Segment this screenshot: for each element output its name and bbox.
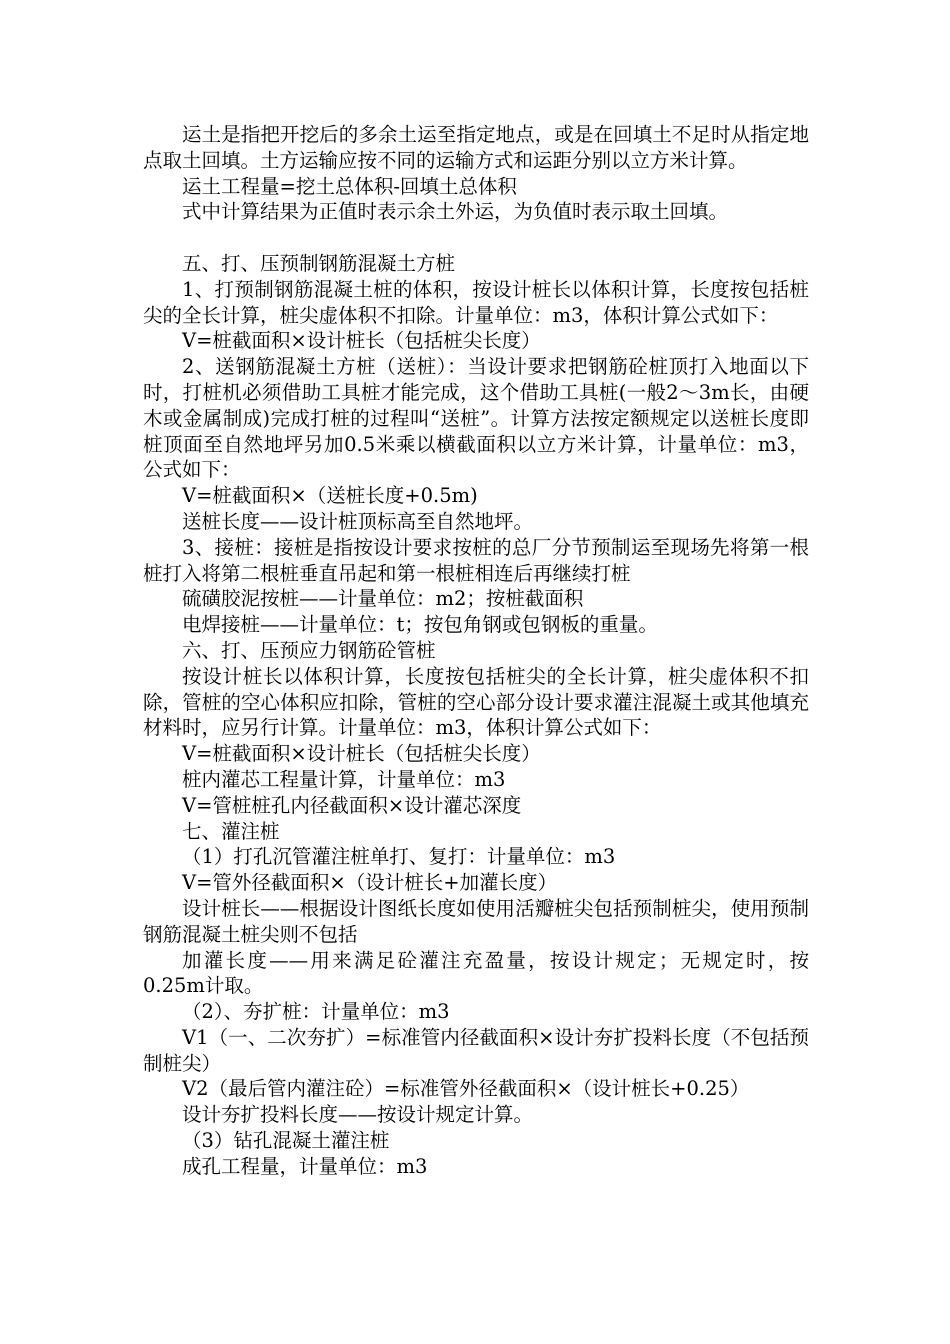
- paragraph: 加灌长度——用来满足砼灌注充盈量，按设计规定；无规定时，按0.25m计取。: [143, 948, 809, 998]
- document-body: [143, 122, 809, 1180]
- paragraph: （1）打孔沉管灌注桩单打、复打：计量单位：m3: [182, 845, 616, 869]
- formula: V=桩截面积×（送桩长度+0.5m): [182, 484, 478, 508]
- paragraph: （3）钻孔混凝土灌注桩: [182, 1129, 390, 1153]
- section-heading: 五、打、压预制钢筋混凝土方桩: [182, 251, 456, 275]
- paragraph: 运土工程量=挖土总体积-回填土总体积: [182, 174, 517, 198]
- section-heading: 七、灌注桩: [182, 819, 280, 843]
- paragraph: 硫磺胶泥按桩——计量单位：m2；按桩截面积: [182, 587, 584, 611]
- paragraph: 运土是指把开挖后的多余土运至指定地点，或是在回填土不足时从指定地点取土回填。土方运输应按不同的运输方式和运距分别以立方米计算。: [143, 123, 809, 172]
- paragraph: 电焊接桩——计量单位：t；按包角钢或包钢板的重量。: [182, 613, 658, 637]
- paragraph: 1、打预制钢筋混凝土桩的体积，按设计桩长以体积计算，长度按包括桩尖的全长计算，桩尖虚体积不扣除。计量单位：m3，体积计算公式如下：: [143, 277, 809, 327]
- formula: V1（一、二次夯扩）=标准管内径截面积×设计夯扩投料长度（不包括预制桩尖）: [143, 1025, 809, 1075]
- paragraph: 设计桩长——根据设计图纸长度如使用活瓣桩尖包括预制桩尖，使用预制钢筋混凝土桩尖则不包括: [143, 896, 809, 946]
- paragraph: （2）、夯扩桩：计量单位：m3: [182, 1000, 450, 1024]
- paragraph: 桩内灌芯工程量计算，计量单位：m3: [182, 767, 506, 791]
- formula: V=管桩桩孔内径截面积×设计灌芯深度: [182, 793, 522, 817]
- paragraph: 2、送钢筋混凝土方桩（送桩）：当设计要求把钢筋砼桩顶打入地面以下时，打桩机必须借助工具桩才能完成，这个借助工具桩(一般2～3m长，由硬木或金属制成)完成打桩的过程叫“送桩”。计算方法按定额规定以送桩长度即桩顶面至自然地坪另加0.5米乘以横截面积以立方米计算，计量单位：m3，公式如下：: [143, 355, 809, 482]
- formula: V=管外径截面积×（设计桩长+加灌长度）: [182, 871, 558, 895]
- blank-line: [143, 225, 809, 251]
- formula: V=桩截面积×设计桩长（包括桩尖长度）: [182, 742, 541, 766]
- paragraph: 按设计桩长以体积计算，长度按包括桩尖的全长计算，桩尖虚体积不扣除，管桩的空心体积应扣除，管桩的空心部分设计要求灌注混凝土或其他填充材料时，应另行计算。计量单位：m3，体积计算公式如下：: [143, 664, 809, 740]
- section-heading: 六、打、压预应力钢筋砼管桩: [182, 638, 436, 662]
- paragraph: 设计夯扩投料长度——按设计规定计算。: [182, 1103, 534, 1127]
- paragraph: 3、接桩：接桩是指按设计要求按桩的总厂分节预制运至现场先将第一根桩打入将第二根桩垂直吊起和第一根桩相连后再继续打桩: [143, 535, 809, 585]
- formula: V=桩截面积×设计桩长（包括桩尖长度）: [182, 329, 541, 353]
- formula: V2（最后管内灌注砼）=标准管外径截面积×（设计桩长+0.25）: [182, 1077, 750, 1101]
- paragraph: 送桩长度——设计桩顶标高至自然地坪。: [182, 509, 534, 533]
- paragraph: 式中计算结果为正值时表示余土外运，为负值时表示取土回填。: [182, 200, 729, 224]
- paragraph: 成孔工程量，计量单位：m3: [182, 1154, 428, 1178]
